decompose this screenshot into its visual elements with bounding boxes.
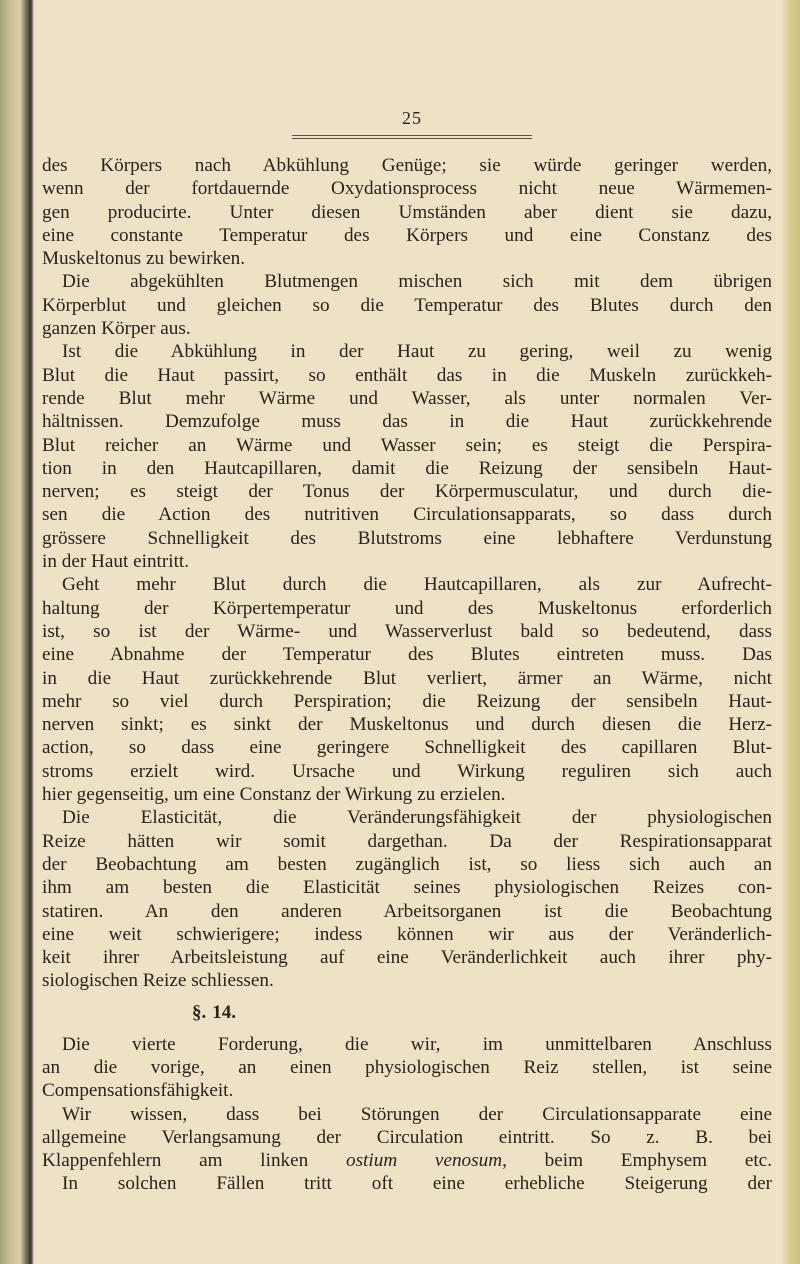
text-line: stroms erzielt wird. Ursache und Wirkung reguliren sich auch	[42, 760, 772, 782]
text-line: Die abgekühlten Blutmengen mischen sich mit dem übrigen	[62, 271, 772, 293]
header-rule	[292, 135, 532, 139]
text-line: eine weit schwierigere; indess können wir aus der Veränderlich-	[42, 923, 772, 945]
page-number: 25	[402, 108, 422, 128]
text-line: nerven sinkt; es sinkt der Muskeltonus und durch diesen die Herz-	[42, 714, 772, 736]
text-line: hier gegenseitig, um eine Constanz der Wirkung zu erzielen.	[42, 784, 506, 806]
text-line: tion in den Hautcapillaren, damit die Reizung der sensibeln Haut-	[42, 457, 772, 479]
text-line: In solchen Fällen tritt oft eine erhebliche Steigerung der	[62, 1173, 772, 1195]
section-heading	[42, 993, 772, 1033]
text-line: sen die Action des nutritiven Circulationsapparats, so dass durch	[42, 504, 772, 526]
text-line: Ist die Abkühlung in der Haut zu gering, weil zu wenig	[62, 341, 772, 363]
text-line: grössere Schnelligkeit des Blutstroms eine lebhaftere Verdunstung	[42, 527, 772, 549]
text-line: wenn der fortdauernde Oxydationsprocess nicht neue Wärmemen-	[42, 178, 772, 200]
section-number: 14.	[212, 1001, 236, 1023]
text-line: rende Blut mehr Wärme und Wasser, als unter normalen Ver-	[42, 387, 772, 409]
text-line: eine Abnahme der Temperatur des Blutes eintreten muss. Das	[42, 644, 772, 666]
text-run: , beim Emphysem etc.	[502, 1150, 772, 1172]
text-line: Reize hätten wir somit dargethan. Da der Respirationsapparat	[42, 830, 772, 852]
page-edge	[782, 0, 800, 1264]
text-line: statiren. An den anderen Arbeitsorganen ist die Beobachtung	[42, 900, 772, 922]
text-line: Die vierte Forderung, die wir, im unmittelbaren Anschluss	[62, 1033, 772, 1055]
text-line: hältnissen. Demzufolge muss das in die Haut zurückkehrende	[42, 411, 772, 433]
text-line: eine constante Temperatur des Körpers und eine Constanz des	[42, 224, 772, 246]
text-line: Die Elasticität, die Veränderungsfähigkeit der physiologischen	[62, 807, 772, 829]
book-gutter-shadow	[0, 0, 34, 1264]
book-page	[42, 0, 782, 1264]
text-line: mehr so viel durch Perspiration; die Reizung der sensibeln Haut-	[42, 690, 772, 712]
text-line: ihm am besten die Elasticität seines physiologischen Reizes con-	[42, 877, 772, 899]
text-line: Blut reicher an Wärme und Wasser sein; es steigt die Perspira-	[42, 434, 772, 456]
text-line: in die Haut zurückkehrende Blut verliert, ärmer an Wärme, nicht	[42, 667, 772, 689]
text-line: in der Haut eintritt.	[42, 551, 190, 573]
text-line: ist, so ist der Wärme- und Wasserverlust bald so bedeutend, dass	[42, 620, 772, 642]
text-line: Blut die Haut passirt, so enthält das in die Muskeln zurückkeh-	[42, 364, 772, 386]
text-line: siologischen Reize schliessen.	[42, 970, 274, 992]
italic-term: ostium venosum	[346, 1150, 503, 1172]
section-symbol: §.	[192, 1001, 207, 1023]
text-line: keit ihrer Arbeitsleistung auf eine Veränderlichkeit auch ihrer phy-	[42, 947, 772, 969]
body-text	[42, 154, 772, 1196]
text-line: allgemeine Verlangsamung der Circulation eintritt. So z. B. bei	[42, 1126, 772, 1148]
text-run: Klappenfehlern am linken	[42, 1150, 346, 1172]
text-line: der Beobachtung am besten zugänglich ist, so liess sich auch an	[42, 853, 772, 875]
text-line: nerven; es steigt der Tonus der Körpermusculatur, und durch die-	[42, 481, 772, 503]
text-line: haltung der Körpertemperatur und des Muskeltonus erforderlich	[42, 597, 772, 619]
text-line: action, so dass eine geringere Schnelligkeit des capillaren Blut-	[42, 737, 772, 759]
text-line	[42, 1149, 772, 1172]
text-line: Compensationsfähigkeit.	[42, 1080, 234, 1102]
text-line: gen producirte. Unter diesen Umständen aber dient sie dazu,	[42, 201, 772, 223]
text-line: Wir wissen, dass bei Störungen der Circulationsapparate eine	[62, 1103, 772, 1125]
text-line: des Körpers nach Abkühlung Genüge; sie würde geringer werden,	[42, 155, 772, 176]
text-line: Körperblut und gleichen so die Temperatur des Blutes durch den	[42, 294, 772, 316]
text-line: Geht mehr Blut durch die Hautcapillaren, als zur Aufrecht-	[62, 574, 772, 596]
text-line: an die vorige, an einen physiologischen Reiz stellen, ist seine	[42, 1056, 772, 1078]
text-line: ganzen Körper aus.	[42, 318, 191, 340]
text-line: Muskeltonus zu bewirken.	[42, 248, 246, 270]
